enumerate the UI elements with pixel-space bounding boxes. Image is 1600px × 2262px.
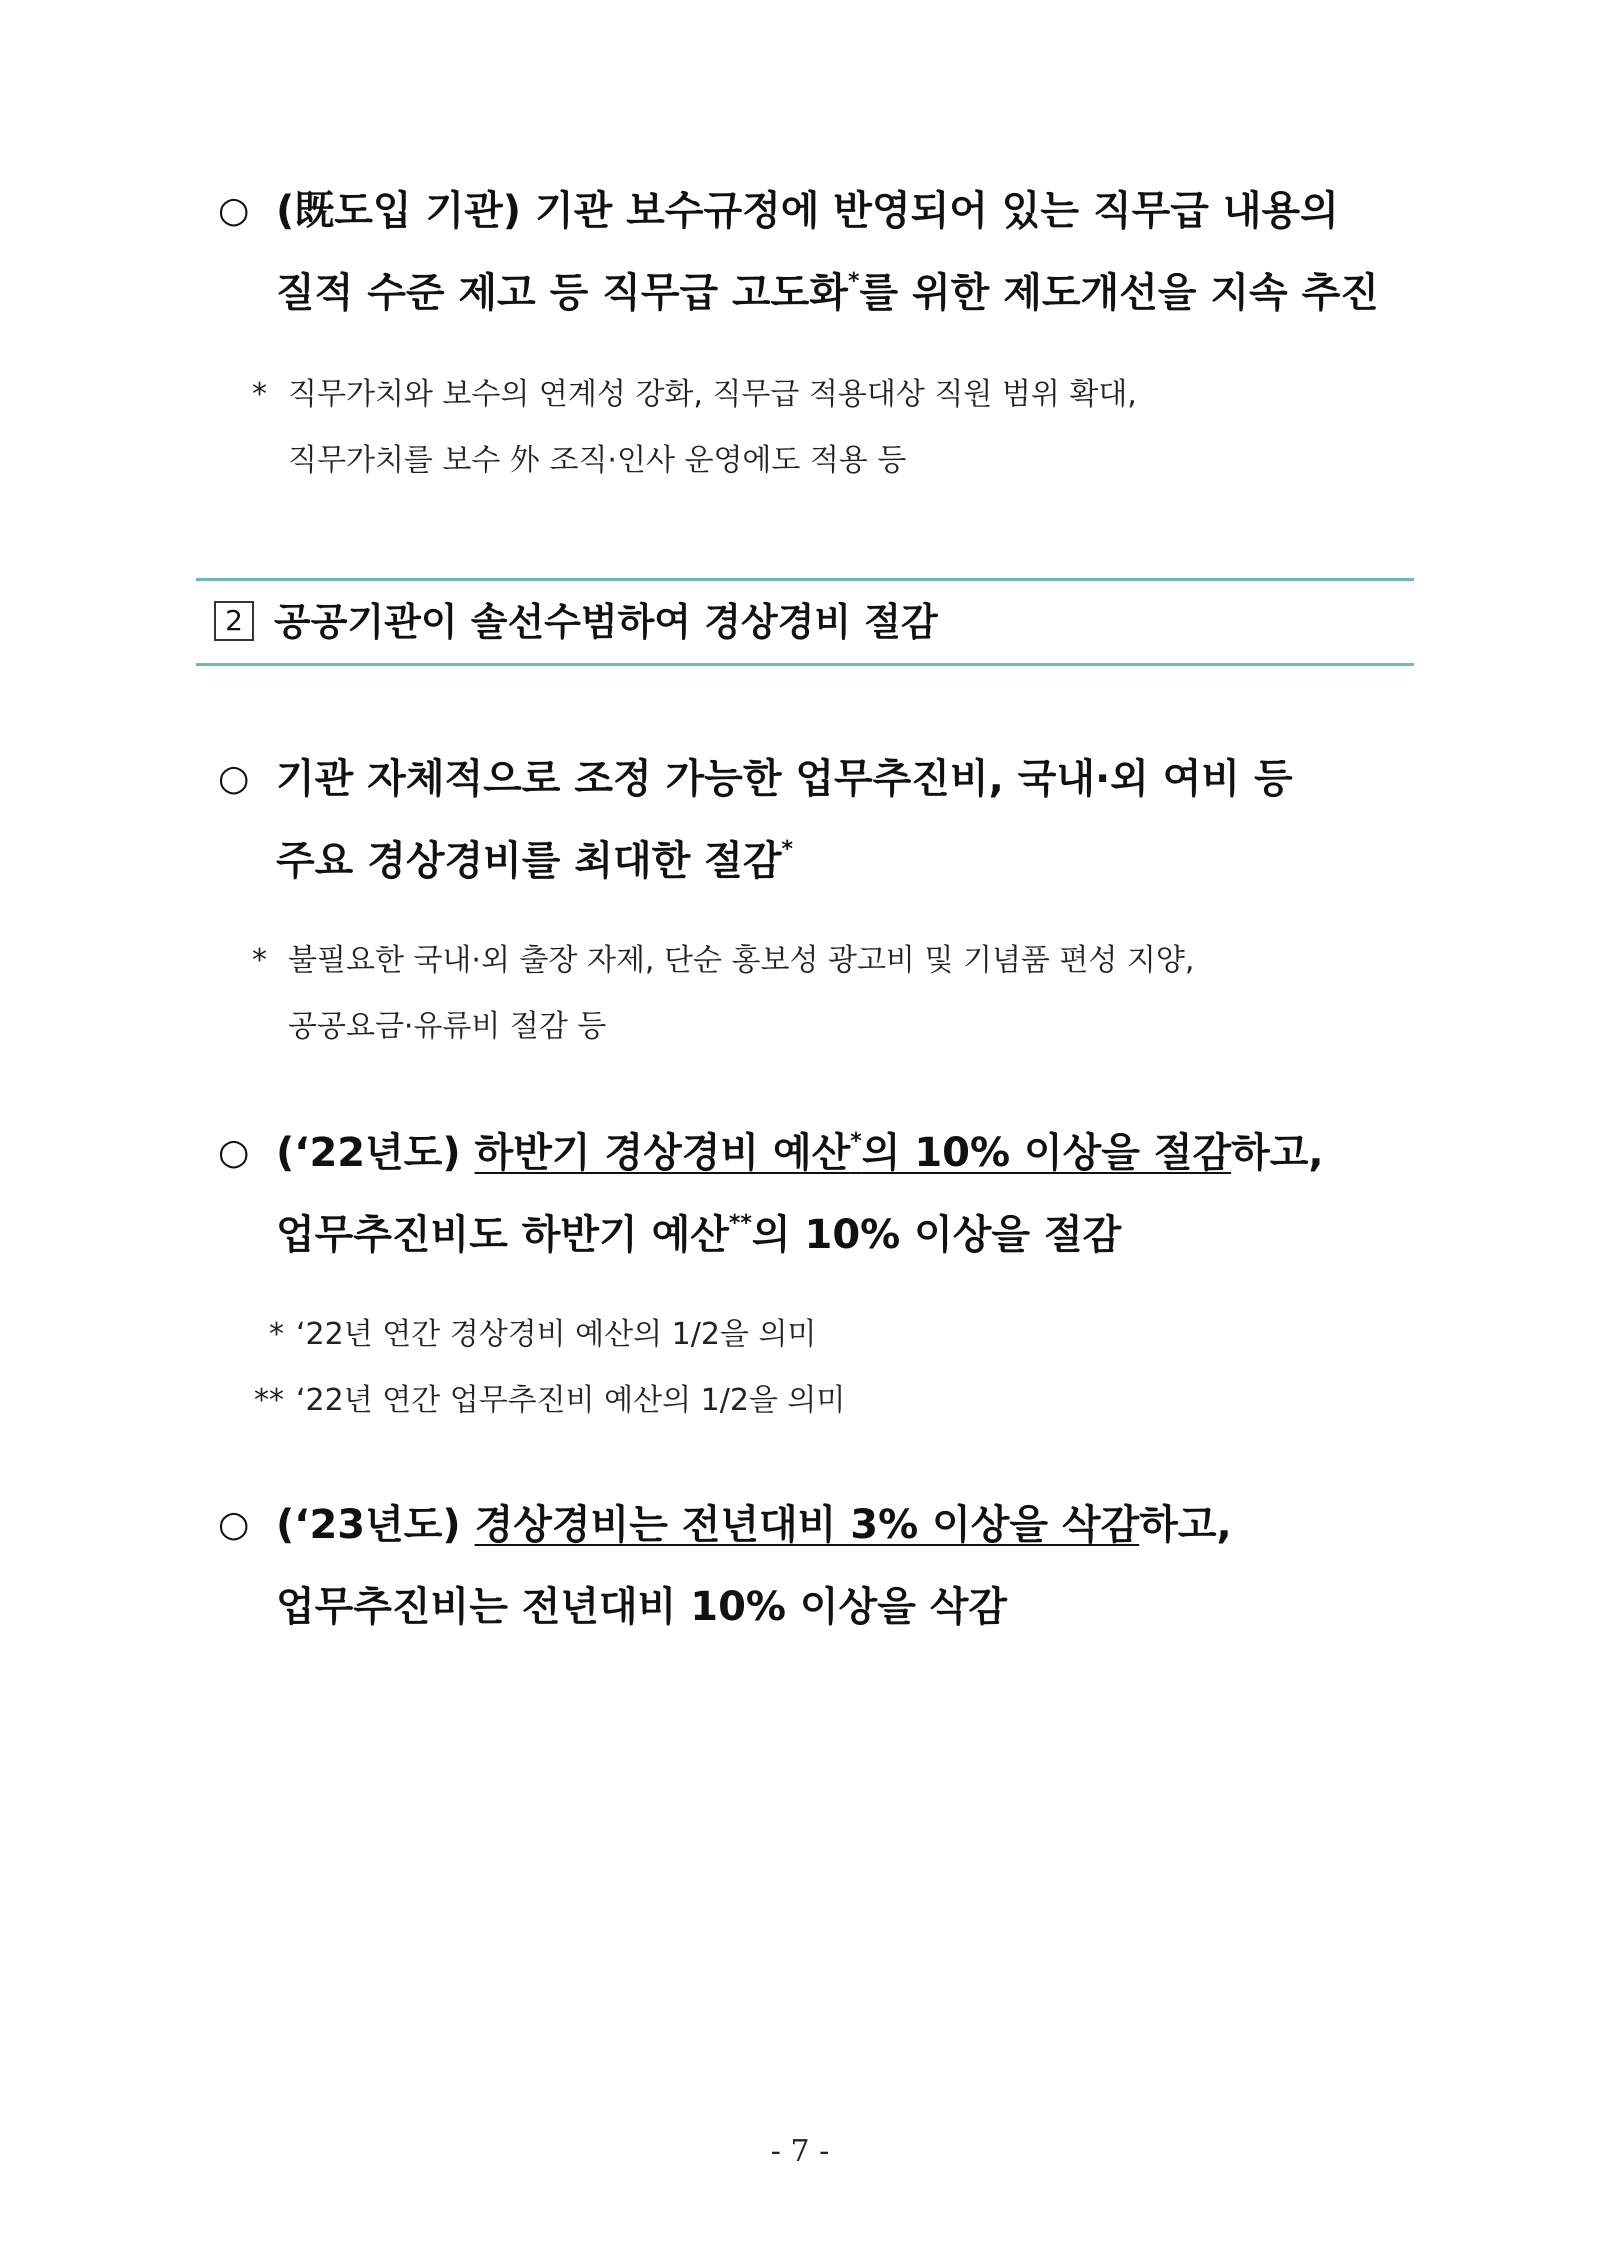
bullet-item-established-institutions: [218, 170, 1418, 334]
underlined-text: [475, 1130, 1232, 1176]
footnote-text: ‘22년 연간 업무추진비 예산의 1/2을 의미: [296, 1383, 846, 1418]
footnote-line: [252, 428, 1402, 494]
bullet-item-2023-target: [218, 1484, 1418, 1648]
footnote-text: 공공요금·유류비 절감 등: [288, 1009, 607, 1044]
bullet-text: 기관 자체적으로 조정 가능한 업무추진비, 국내·외 여비 등: [276, 756, 1293, 802]
footnote-marker: **: [254, 1383, 284, 1418]
page-number: - 7 -: [770, 2134, 830, 2169]
footnote-block: [252, 362, 1402, 494]
footnote-text: ‘22년 연간 경상경비 예산의 1/2을 의미: [296, 1317, 817, 1352]
bullet-line: [218, 1566, 1418, 1648]
footnote-marker: *: [781, 836, 793, 862]
bullet-line: [218, 252, 1418, 334]
bullet-line: [218, 820, 1418, 902]
bullet-line: [218, 1112, 1418, 1194]
bullet-text: [276, 1484, 1232, 1566]
text-segment: 를 위한 제도개선을 지속 추진: [859, 270, 1379, 316]
footnote-marker: *: [252, 943, 267, 978]
footnote-block: [252, 928, 1402, 1060]
bullet-line: [218, 1194, 1418, 1276]
text-segment: 주요 경상경비를 최대한 절감: [276, 838, 782, 884]
footnote-line: [252, 928, 1402, 994]
bullet-item-2022-target: [218, 1112, 1418, 1276]
footnote-line: [252, 362, 1402, 428]
text-segment: (‘22년도): [276, 1130, 475, 1176]
text-segment: (既도입 기관) 기관 보수규정에 반영되어 있는 직무급 내용의: [276, 188, 1339, 234]
bullet-line: [218, 1484, 1418, 1566]
text-segment: 업무추진비도 하반기 예산: [276, 1212, 729, 1258]
text-segment: 하고,: [1139, 1502, 1232, 1548]
footnote-text: 직무가치와 보수의 연계성 강화, 직무급 적용대상 직원 범위 확대,: [288, 377, 1137, 412]
footnote-text: 불필요한 국내·외 출장 자제, 단순 홍보성 광고비 및 기념품 편성 지양,: [288, 943, 1195, 978]
footnote-line: [252, 994, 1402, 1060]
bullet-circle-icon: ○: [218, 758, 250, 799]
section-number-box: 2: [214, 601, 254, 641]
footnote-marker: *: [850, 1128, 862, 1154]
bullet-line: [218, 170, 1418, 252]
footnote-marker: *: [847, 268, 860, 294]
bullet-text: [276, 1112, 1324, 1194]
bullet-circle-icon: ○: [218, 190, 250, 231]
section-title: 공공기관이 솔선수범하여 경상경비 절감: [274, 600, 938, 644]
footnote-marker: *: [252, 377, 267, 412]
text-segment: 질적 수준 제고 등 직무급 고도화: [276, 270, 848, 316]
text-segment: 의 10% 이상을 절감: [861, 1130, 1232, 1176]
footnote-marker: *: [269, 1317, 284, 1352]
footnote-text: 직무가치를 보수 外 조직·인사 운영에도 적용 등: [288, 443, 907, 478]
bullet-text: [276, 1194, 1121, 1276]
text-segment: 하고,: [1231, 1130, 1324, 1176]
text-segment: 하반기 경상경비 예산: [474, 1130, 851, 1176]
section-header: [196, 578, 1414, 666]
bullet-circle-icon: ○: [218, 1504, 250, 1545]
bullet-text: [276, 170, 1339, 252]
bullet-circle-icon: ○: [218, 1132, 250, 1173]
bullet-item-reduce-expenses: [218, 738, 1418, 902]
bullet-text: 업무추진비는 전년대비 10% 이상을 삭감: [276, 1584, 1008, 1630]
text-segment: 의 10% 이상을 절감: [751, 1212, 1122, 1258]
bullet-text: [276, 252, 1379, 334]
footnote-marker: **: [728, 1210, 752, 1236]
bullet-line: [218, 738, 1418, 820]
bullet-text: [276, 820, 793, 902]
underlined-text: 경상경비는 전년대비 3% 이상을 삭감: [474, 1502, 1140, 1548]
text-segment: (‘23년도): [276, 1502, 475, 1548]
